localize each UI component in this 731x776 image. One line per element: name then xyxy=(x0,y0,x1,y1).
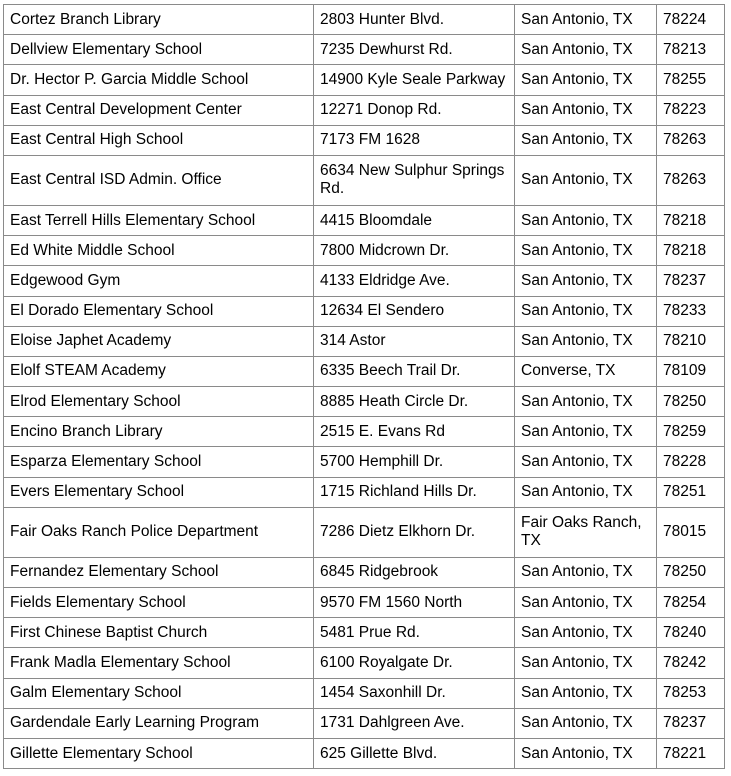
location-name-cell: Elrod Elementary School xyxy=(4,387,314,417)
location-name-cell: Esparza Elementary School xyxy=(4,447,314,477)
zip-cell: 78253 xyxy=(657,678,725,708)
zip-cell: 78255 xyxy=(657,65,725,95)
city-cell: San Antonio, TX xyxy=(515,678,657,708)
city-cell: San Antonio, TX xyxy=(515,417,657,447)
address-cell: 6845 Ridgebrook xyxy=(314,557,515,587)
city-cell: San Antonio, TX xyxy=(515,557,657,587)
table-row xyxy=(4,125,725,155)
address-cell: 12634 El Sendero xyxy=(314,296,515,326)
zip-cell: 78237 xyxy=(657,266,725,296)
address-cell: 4415 Bloomdale xyxy=(314,205,515,235)
table-row xyxy=(4,65,725,95)
table-row xyxy=(4,447,725,477)
table-row xyxy=(4,387,725,417)
city-cell: San Antonio, TX xyxy=(515,205,657,235)
city-cell: San Antonio, TX xyxy=(515,648,657,678)
zip-cell: 78210 xyxy=(657,326,725,356)
table-row xyxy=(4,477,725,507)
table-row xyxy=(4,708,725,738)
table-row xyxy=(4,557,725,587)
city-cell: San Antonio, TX xyxy=(515,95,657,125)
location-name-cell: Gillette Elementary School xyxy=(4,738,314,768)
table-row xyxy=(4,648,725,678)
city-cell: San Antonio, TX xyxy=(515,65,657,95)
city-cell: Converse, TX xyxy=(515,356,657,386)
location-name-cell: El Dorado Elementary School xyxy=(4,296,314,326)
table-row xyxy=(4,507,725,557)
city-cell: San Antonio, TX xyxy=(515,236,657,266)
zip-cell: 78223 xyxy=(657,95,725,125)
table-row xyxy=(4,417,725,447)
address-cell: 6335 Beech Trail Dr. xyxy=(314,356,515,386)
zip-cell: 78251 xyxy=(657,477,725,507)
city-cell: San Antonio, TX xyxy=(515,5,657,35)
table-row xyxy=(4,205,725,235)
address-cell: 2803 Hunter Blvd. xyxy=(314,5,515,35)
address-cell: 8885 Heath Circle Dr. xyxy=(314,387,515,417)
address-cell xyxy=(314,65,515,95)
city-cell: San Antonio, TX xyxy=(515,708,657,738)
location-name-cell: Evers Elementary School xyxy=(4,477,314,507)
location-name-cell: Dr. Hector P. Garcia Middle School xyxy=(4,65,314,95)
zip-cell: 78242 xyxy=(657,648,725,678)
clipped-text: 14900 Kyle Seale Parkway xyxy=(320,70,506,88)
location-name-cell: East Central ISD Admin. Office xyxy=(4,155,314,205)
table-row xyxy=(4,95,725,125)
zip-cell: 78221 xyxy=(657,738,725,768)
zip-cell: 78250 xyxy=(657,387,725,417)
location-name-cell: East Central Development Center xyxy=(4,95,314,125)
table-row xyxy=(4,618,725,648)
zip-cell: 78233 xyxy=(657,296,725,326)
location-name-cell: First Chinese Baptist Church xyxy=(4,618,314,648)
city-cell: San Antonio, TX xyxy=(515,125,657,155)
table-row xyxy=(4,155,725,205)
zip-cell: 78259 xyxy=(657,417,725,447)
city-cell: Fair Oaks Ranch, TX xyxy=(515,507,657,557)
zip-cell: 78224 xyxy=(657,5,725,35)
location-name-cell: Edgewood Gym xyxy=(4,266,314,296)
city-cell: San Antonio, TX xyxy=(515,35,657,65)
city-cell: San Antonio, TX xyxy=(515,588,657,618)
zip-cell: 78263 xyxy=(657,125,725,155)
table-row xyxy=(4,35,725,65)
location-name-cell: Fernandez Elementary School xyxy=(4,557,314,587)
location-name-cell: Ed White Middle School xyxy=(4,236,314,266)
table-row xyxy=(4,5,725,35)
address-cell: 6100 Royalgate Dr. xyxy=(314,648,515,678)
address-cell: 1454 Saxonhill Dr. xyxy=(314,678,515,708)
city-cell: San Antonio, TX xyxy=(515,477,657,507)
table-row xyxy=(4,296,725,326)
zip-cell: 78250 xyxy=(657,557,725,587)
address-cell: 314 Astor xyxy=(314,326,515,356)
table-row xyxy=(4,738,725,768)
city-cell: San Antonio, TX xyxy=(515,155,657,205)
address-cell: 1715 Richland Hills Dr. xyxy=(314,477,515,507)
table-row xyxy=(4,588,725,618)
city-cell: San Antonio, TX xyxy=(515,618,657,648)
table-row xyxy=(4,678,725,708)
zip-cell: 78254 xyxy=(657,588,725,618)
address-cell: 625 Gillette Blvd. xyxy=(314,738,515,768)
city-cell: San Antonio, TX xyxy=(515,296,657,326)
location-name-cell: Fields Elementary School xyxy=(4,588,314,618)
city-cell: San Antonio, TX xyxy=(515,447,657,477)
location-name-cell: Fair Oaks Ranch Police Department xyxy=(4,507,314,557)
zip-cell: 78228 xyxy=(657,447,725,477)
address-cell: 7235 Dewhurst Rd. xyxy=(314,35,515,65)
zip-cell: 78263 xyxy=(657,155,725,205)
location-name-cell: Frank Madla Elementary School xyxy=(4,648,314,678)
locations-table xyxy=(3,4,725,769)
address-cell: 1731 Dahlgreen Ave. xyxy=(314,708,515,738)
location-name-cell: Eloise Japhet Academy xyxy=(4,326,314,356)
location-name-cell: East Terrell Hills Elementary School xyxy=(4,205,314,235)
location-name-cell: Encino Branch Library xyxy=(4,417,314,447)
location-name-cell: Galm Elementary School xyxy=(4,678,314,708)
address-cell: 5700 Hemphill Dr. xyxy=(314,447,515,477)
address-cell: 6634 New Sulphur Springs Rd. xyxy=(314,155,515,205)
zip-cell: 78237 xyxy=(657,708,725,738)
address-cell: 2515 E. Evans Rd xyxy=(314,417,515,447)
city-cell: San Antonio, TX xyxy=(515,738,657,768)
address-cell: 12271 Donop Rd. xyxy=(314,95,515,125)
table-row xyxy=(4,236,725,266)
table-row xyxy=(4,266,725,296)
zip-cell: 78015 xyxy=(657,507,725,557)
address-cell: 7286 Dietz Elkhorn Dr. xyxy=(314,507,515,557)
table-row xyxy=(4,356,725,386)
zip-cell: 78213 xyxy=(657,35,725,65)
address-cell: 7173 FM 1628 xyxy=(314,125,515,155)
locations-table-body xyxy=(4,5,725,769)
zip-cell: 78218 xyxy=(657,205,725,235)
location-name-cell: Elolf STEAM Academy xyxy=(4,356,314,386)
city-cell: San Antonio, TX xyxy=(515,266,657,296)
table-row xyxy=(4,326,725,356)
zip-cell: 78109 xyxy=(657,356,725,386)
zip-cell: 78240 xyxy=(657,618,725,648)
city-cell: San Antonio, TX xyxy=(515,387,657,417)
location-name-cell: Dellview Elementary School xyxy=(4,35,314,65)
address-cell: 7800 Midcrown Dr. xyxy=(314,236,515,266)
city-cell: San Antonio, TX xyxy=(515,326,657,356)
location-name-cell: East Central High School xyxy=(4,125,314,155)
address-cell: 9570 FM 1560 North xyxy=(314,588,515,618)
location-name-cell: Gardendale Early Learning Program xyxy=(4,708,314,738)
location-name-cell: Cortez Branch Library xyxy=(4,5,314,35)
address-cell: 5481 Prue Rd. xyxy=(314,618,515,648)
zip-cell: 78218 xyxy=(657,236,725,266)
address-cell: 4133 Eldridge Ave. xyxy=(314,266,515,296)
